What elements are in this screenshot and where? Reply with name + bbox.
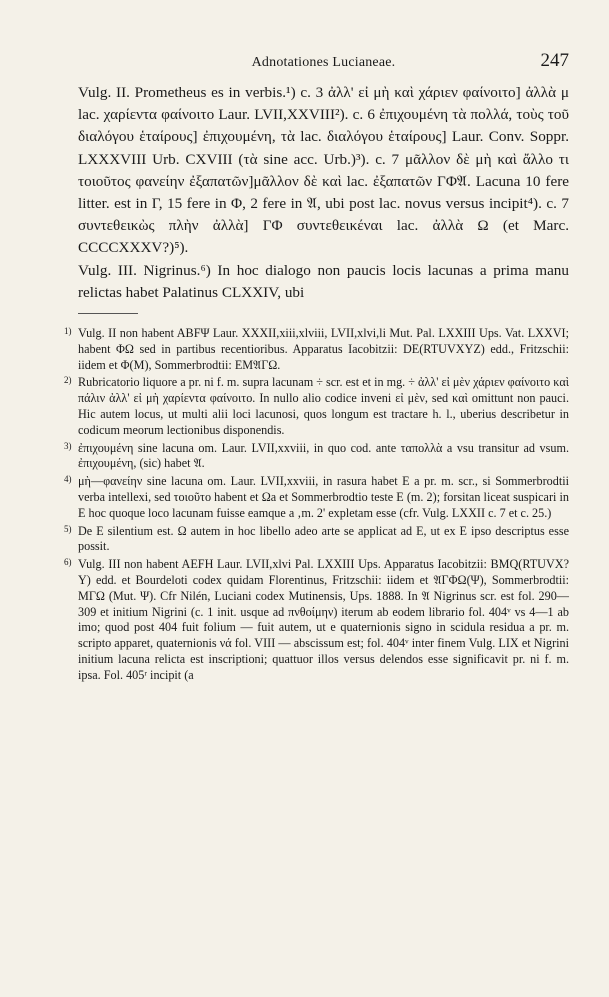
running-title: Adnotationes Lucianeae.: [251, 55, 396, 70]
footnote-5: 5) De E silentium est. Ω autem in hoc libello adeo arte se applicat ad E, ut ex E ipso descriptus esse possit.: [64, 523, 569, 554]
footnote-text: ἐπιχουμένη sine lacuna om. Laur. LVII,xxviii, in quo cod. ante ταπολλὰ a vsu transitur ad vsum. ἐπιχουμένη, (sic) habet 𝔄.: [78, 440, 569, 471]
footnote-text: Vulg. III non habent AEFH Laur. LVII,xlvi Pal. LXXIII Ups. Apparatus Iacobitzii: BMQ(RTUVX?Y) edd. et Bourdeloti codex quidam Florentinus, Fritzschii: iidem et 𝔄ΓΦΩ(Ψ), Sommerbrodtii: MΓΩ (Mut. Ψ). Cfr Nilén, Luciani codex Mutinensis, Ups. 1888. In 𝔄 Nigrinus scr. est fol. 290—309 et initium Nigrini (c. 1 init. usque ad πνθοίμην) iterum ab eodem librario fol. 404ᵛ vs 4—1 ab imo; quod post 404 fuit folium — fuit autem, ut e quaternionis signo in scidula residua a pr. m. scripto apparet, quaternionis νά fol. VIII — abscissum est; fol. 404ᵛ inter finem Vulg. LIX et Nigrini initium lacuna relicta est inscriptioni; quattuor illos versus delendos esse significavit pr. ni f. m. ipsa. Fol. 405ʳ incipit (a: [78, 557, 569, 682]
running-header: [78, 50, 569, 82]
footnote-text: Rubricatorio liquore a pr. ni f. m. supra lacunam ÷ scr. est et in mg. ÷ ἀλλ' εἰ μὲν χάριεν φαίνοιτο καὶ πάλιν ἀλλ' εἰ μὴ χαρίεντα φαίνοιτο. In nullo alio codice inveni εἰ μὲν, sed καὶ omittunt non pauci. Hic autem locus, ut multi alii loci lacunosi, quos longum est tractare h. l., uberius describetur in codicum meorum lectionibus disponendis.: [78, 375, 569, 437]
footnote-1: 1) Vulg. II non habent ABFΨ Laur. XXXII,xiii,xlviii, LVII,xlvi,li Mut. Pal. LXXIII Ups. Vat. LXXVI; habent ΦΩ sed in partibus recentioribus. Apparatus Iacobitzii: DE(RTUVXYZ) edd., Fritzschii: iidem et Φ(M), Sommerbrodtii: EM𝔄ΓΩ.: [64, 326, 569, 372]
footnote-2: 2) Rubricatorio liquore a pr. ni f. m. supra lacunam ÷ scr. est et in mg. ÷ ἀλλ' εἰ μὲν χάριεν φαίνοιτο καὶ πάλιν ἀλλ' εἰ μὴ χαρίεντα φαίνοιτο. In nullo alio codice inveni εἰ μὲν, sed καὶ omittunt non pauci. Hic autem locus, ut multi alii loci lacunosi, quos longum est tractare h. l., uberius describetur in codicum meorum lectionibus disponendis.: [64, 375, 569, 437]
footnote-text: De E silentium est. Ω autem in hoc libello adeo arte se applicat ad E, ut ex E ipso descriptus esse possit.: [78, 523, 569, 554]
main-paragraph-1: Vulg. II. Prometheus es in verbis.¹) c. 3 ἀλλ' εἰ μὴ καὶ χάριεν φαίνοιτο] ἀλλὰ μ lac. χαρίεντα φαίνοιτο Laur. LVII,XXVIII²). c. 6 ἐπιχουμένη τὰ πολλά, τοὺς τοῦ διαλόγου ἑταίρους] ἐπιχουμένη, τὰ lac. διαλόγου ἑταίρους] Laur. Conv. Soppr. LXXXVIII Urb. CXVIII (τὰ sine acc. Urb.)³). c. 7 μᾶλλον δὲ μὴ καὶ ἄλλο τι τοιοῦτος φανείην ἐξαπατῶν]μᾶλλον δὲ καὶ lac. ἐξαπατῶν ΓΦ𝔄. Lacuna 10 fere litter. est in Γ, 15 fere in Φ, 2 fere in 𝔄, ubi post lac. novus versus incipit⁴). c. 7 συντεθεικὼς πλὴν ἀλλὰ] ΓΦ συντεθεικέναι lac. ἀλλὰ Ω (et Marc. CCCCXXXV?)⁵).: [78, 84, 569, 257]
footnote-6: 6) Vulg. III non habent AEFH Laur. LVII,xlvi Pal. LXXIII Ups. Apparatus Iacobitzii: BMQ(RTUVX?Y) edd. et Bourdeloti codex quidam Florentinus, Fritzschii: iidem et 𝔄ΓΦΩ(Ψ), Sommerbrodtii: MΓΩ (Mut. Ψ). Cfr Nilén, Luciani codex Mutinensis, Ups. 1888. In 𝔄 Nigrinus scr. est fol. 290—309 et initium Nigrini (c. 1 init. usque ad πνθοίμην) iterum ab eodem librario fol. 404ᵛ vs 4—1 ab imo; quod post 404 fuit folium — fuit autem, ut e quaternionis signo in scidula residua a pr. m. scripto apparet, quaternionis νά fol. VIII — abscissum est; fol. 404ᵛ inter finem Vulg. LIX et Nigrini initium lacuna relicta est inscriptioni; quattuor illos versus delendos esse significavit pr. ni f. m. ipsa. Fol. 405ʳ incipit (a: [64, 557, 569, 682]
main-paragraph-2: Vulg. III. Nigrinus.⁶) In hoc dialogo non paucis locis lacunas a prima manu relictas habet Palatinus CLXXIV, ubi: [78, 261, 569, 301]
footnote-text: Vulg. II non habent ABFΨ Laur. XXXII,xiii,xlviii, LVII,xlvi,li Mut. Pal. LXXIII Ups. Vat. LXXVI; habent ΦΩ sed in partibus recentioribus. Apparatus Iacobitzii: DE(RTUVXYZ) edd., Fritzschii: iidem et Φ(M), Sommerbrodtii: EM𝔄ΓΩ.: [78, 326, 569, 372]
footnotes: [64, 324, 569, 684]
footnote-3: 3) ἐπιχουμένη sine lacuna om. Laur. LVII,xxviii, in quo cod. ante ταπολλὰ a vsu transitur ad vsum. ἐπιχουμένη, (sic) habet 𝔄.: [64, 440, 569, 471]
footnote-4: 4) μὴ—φανείην sine lacuna om. Laur. LVII,xxviii, in rasura habet E a pr. m. scr., si Sommerbrodtii verba intellexi, sed τοιοῦτο habent et Ωa et Sommerbrodtio teste E (m. 2); forsitan liceat suspicari in E hoc quoque loco lacunam fuisse eamque a ‚m. 2' expletam esse (cfr. Vulg. LXXII c. 7 et c. 25.): [64, 474, 569, 520]
footnote-divider: [78, 313, 138, 314]
main-text: [78, 82, 569, 304]
page-number: 247: [540, 50, 569, 71]
footnote-text: μὴ—φανείην sine lacuna om. Laur. LVII,xxviii, in rasura habet E a pr. m. scr., si Sommerbrodtii verba intellexi, sed τοιοῦτο habent et Ωa et Sommerbrodtio teste E (m. 2); forsitan liceat suspicari in E hoc quoque loco lacunam fuisse eamque a ‚m. 2' expletam esse (cfr. Vulg. LXXII c. 7 et c. 25.): [78, 474, 569, 520]
